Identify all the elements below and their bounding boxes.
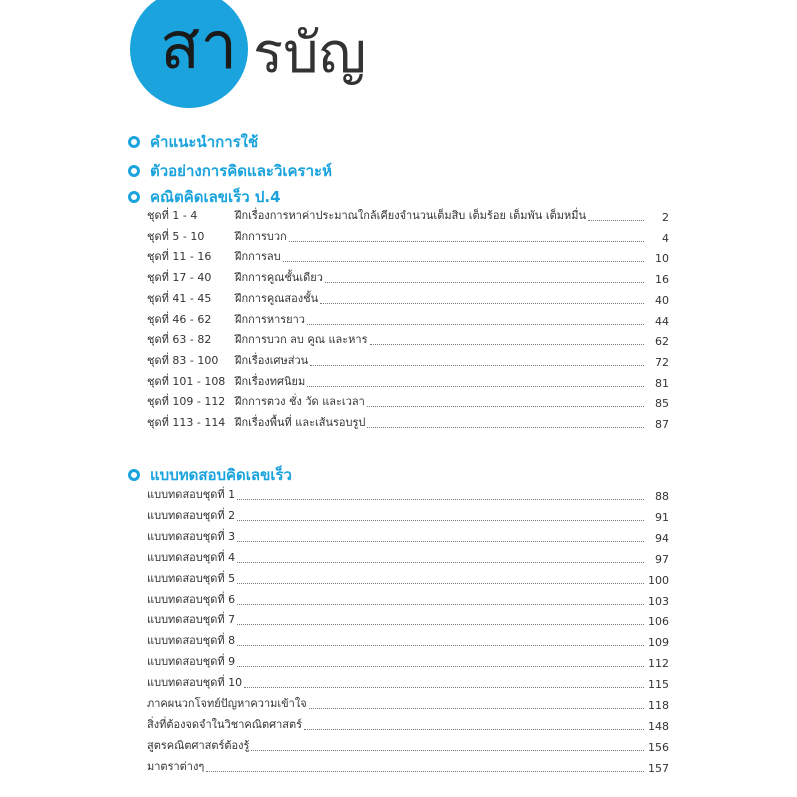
toc-row[interactable]: [147, 590, 669, 608]
page-number: 16: [655, 273, 669, 287]
set-range-label: ชุดที่ 101 - 108: [147, 374, 226, 388]
test-label: ภาคผนวกโจทย์ปัญหาความเข้าใจ: [147, 697, 307, 710]
dot-leader: [237, 562, 644, 563]
set-range-label: ชุดที่ 83 - 100: [147, 353, 219, 367]
section-mental-math-tests: [128, 464, 292, 486]
page-number: 87: [655, 418, 669, 431]
toc-row[interactable]: [147, 206, 669, 224]
bullet-circle-icon: [128, 136, 140, 148]
dot-leader: [307, 324, 644, 325]
set-range-label: ชุดที่ 109 - 112: [147, 395, 226, 409]
toc-row[interactable]: [147, 715, 669, 733]
set-range-label: ชุดที่ 63 - 82: [147, 333, 212, 347]
dot-leader: [237, 604, 644, 605]
test-label: แบบทดสอบชุดที่ 1: [147, 488, 236, 501]
toc-row[interactable]: [147, 268, 669, 286]
set-description: ฝึกการบวก: [235, 229, 287, 243]
page-number: 109: [648, 636, 669, 650]
set-range-label: ชุดที่ 11 - 16: [147, 250, 212, 264]
dot-leader: [307, 386, 644, 387]
toc-row[interactable]: [147, 673, 669, 691]
test-label: แบบทดสอบชุดที่ 4: [147, 550, 236, 564]
dot-leader: [237, 624, 644, 625]
dot-leader: [309, 708, 644, 709]
toc-row[interactable]: [147, 652, 669, 670]
set-range-label: ชุดที่ 17 - 40: [147, 271, 212, 285]
set-range-label: ชุดที่ 41 - 45: [147, 291, 212, 305]
section-label: คำแนะนำการใช้: [150, 133, 259, 151]
dot-leader: [237, 583, 644, 584]
set-description: ฝึกเรื่องพื้นที่ และเส้นรอบรูป: [235, 416, 366, 429]
dot-leader: [367, 427, 644, 428]
toc-row[interactable]: [147, 527, 669, 545]
page-number: 85: [655, 397, 669, 411]
test-label: แบบทดสอบชุดที่ 8: [147, 634, 236, 648]
set-range-label: ชุดที่ 1 - 4: [147, 209, 198, 222]
set-range-label: ชุดที่ 113 - 114: [147, 416, 226, 429]
toc-row[interactable]: [147, 247, 669, 265]
dot-leader: [244, 687, 644, 688]
dot-leader: [588, 220, 644, 221]
page-number: 115: [648, 678, 669, 692]
page-number: 157: [648, 761, 669, 775]
toc-row[interactable]: [147, 757, 669, 775]
toc-row[interactable]: [147, 330, 669, 348]
test-label: แบบทดสอบชุดที่ 9: [147, 655, 236, 669]
bullet-circle-icon: [128, 165, 140, 177]
toc-row[interactable]: [147, 485, 669, 503]
test-label: สิ่งที่ต้องจดจำในวิชาคณิตศาสตร์: [147, 717, 303, 731]
page-title: [0, 0, 797, 120]
dot-leader: [367, 406, 644, 407]
page-number: 44: [655, 314, 669, 328]
section-usage-guide: [128, 131, 258, 153]
toc-row[interactable]: [147, 310, 669, 328]
section-thinking-examples: [128, 160, 332, 182]
page-number: 4: [662, 231, 669, 245]
toc-row[interactable]: [147, 413, 669, 431]
test-label: แบบทดสอบชุดที่ 6: [147, 592, 236, 606]
section-label: ตัวอย่างการคิดและวิเคราะห์: [150, 162, 332, 180]
page-number: 40: [655, 293, 669, 307]
toc-row[interactable]: [147, 289, 669, 307]
toc-row[interactable]: [147, 610, 669, 628]
dot-leader: [237, 666, 644, 667]
toc-row[interactable]: [147, 548, 669, 566]
page-number: 88: [655, 490, 669, 503]
dot-leader: [237, 645, 644, 646]
page-number: 91: [655, 510, 669, 524]
set-description: ฝึกการคูณสองชั้น: [235, 291, 319, 305]
toc-row[interactable]: [147, 506, 669, 524]
test-label: แบบทดสอบชุดที่ 7: [147, 613, 236, 627]
section-label: แบบทดสอบคิดเลขเร็ว: [150, 466, 292, 484]
title-accent-text: สา: [160, 7, 238, 84]
toc-row[interactable]: [147, 351, 669, 369]
section-mental-math-p4: [128, 186, 281, 208]
test-label: มาตราต่างๆ: [147, 759, 205, 773]
test-label: แบบทดสอบชุดที่ 5: [147, 571, 236, 585]
page-number: 100: [648, 573, 669, 587]
page-number: 156: [648, 740, 669, 754]
page-number: 2: [662, 211, 669, 224]
set-range-label: ชุดที่ 46 - 62: [147, 312, 212, 326]
title-rest-text: รบัญ: [253, 21, 367, 86]
page-number: 81: [655, 376, 669, 390]
dot-leader: [237, 520, 644, 521]
test-label: สูตรคณิตศาสตร์ต้องรู้: [147, 738, 250, 752]
dot-leader: [237, 541, 644, 542]
dot-leader: [289, 241, 644, 242]
dot-leader: [283, 261, 644, 262]
set-description: ฝึกการลบ: [235, 250, 281, 264]
dot-leader: [304, 729, 644, 730]
page-number: 10: [655, 252, 669, 266]
page-number: 103: [648, 594, 669, 608]
dot-leader: [320, 303, 644, 304]
set-description: ฝึกเรื่องการหาค่าประมาณใกล้เคียงจำนวนเต็มสิบ เต็มร้อย เต็มพัน เต็มหมื่น: [235, 209, 586, 222]
dot-leader: [237, 499, 644, 500]
bullet-circle-icon: [128, 191, 140, 203]
page-number: 72: [655, 355, 669, 369]
set-range-label: ชุดที่ 5 - 10: [147, 229, 205, 243]
dot-leader: [370, 344, 644, 345]
toc-row[interactable]: [147, 736, 669, 754]
test-label: แบบทดสอบชุดที่ 3: [147, 529, 236, 543]
toc-row[interactable]: [147, 372, 669, 390]
set-description: ฝึกเรื่องทศนิยม: [235, 374, 306, 388]
dot-leader: [310, 365, 644, 366]
page-number: 106: [648, 615, 669, 629]
toc-row[interactable]: [147, 227, 669, 245]
toc-row[interactable]: [147, 569, 669, 587]
test-label: แบบทดสอบชุดที่ 10: [147, 676, 243, 690]
set-description: ฝึกการบวก ลบ คูณ และหาร: [235, 333, 368, 347]
page-number: 148: [648, 719, 669, 733]
toc-row[interactable]: [147, 694, 669, 712]
set-description: ฝึกการคูณชั้นเดียว: [235, 271, 323, 285]
page-number: 112: [648, 657, 669, 671]
page-number: 118: [648, 699, 669, 712]
toc-row[interactable]: [147, 631, 669, 649]
section-label: คณิตคิดเลขเร็ว ป.4: [150, 188, 281, 206]
set-description: ฝึกการหารยาว: [235, 312, 305, 326]
toc-row[interactable]: [147, 392, 669, 410]
page-number: 97: [655, 552, 669, 566]
page-number: 62: [655, 335, 669, 349]
dot-leader: [206, 771, 644, 772]
dot-leader: [251, 750, 644, 751]
dot-leader: [325, 282, 644, 283]
set-description: ฝึกการตวง ชั่ง วัด และเวลา: [235, 395, 365, 409]
set-description: ฝึกเรื่องเศษส่วน: [235, 353, 309, 367]
test-label: แบบทดสอบชุดที่ 2: [147, 508, 236, 522]
page-number: 94: [655, 531, 669, 545]
bullet-circle-icon: [128, 469, 140, 481]
